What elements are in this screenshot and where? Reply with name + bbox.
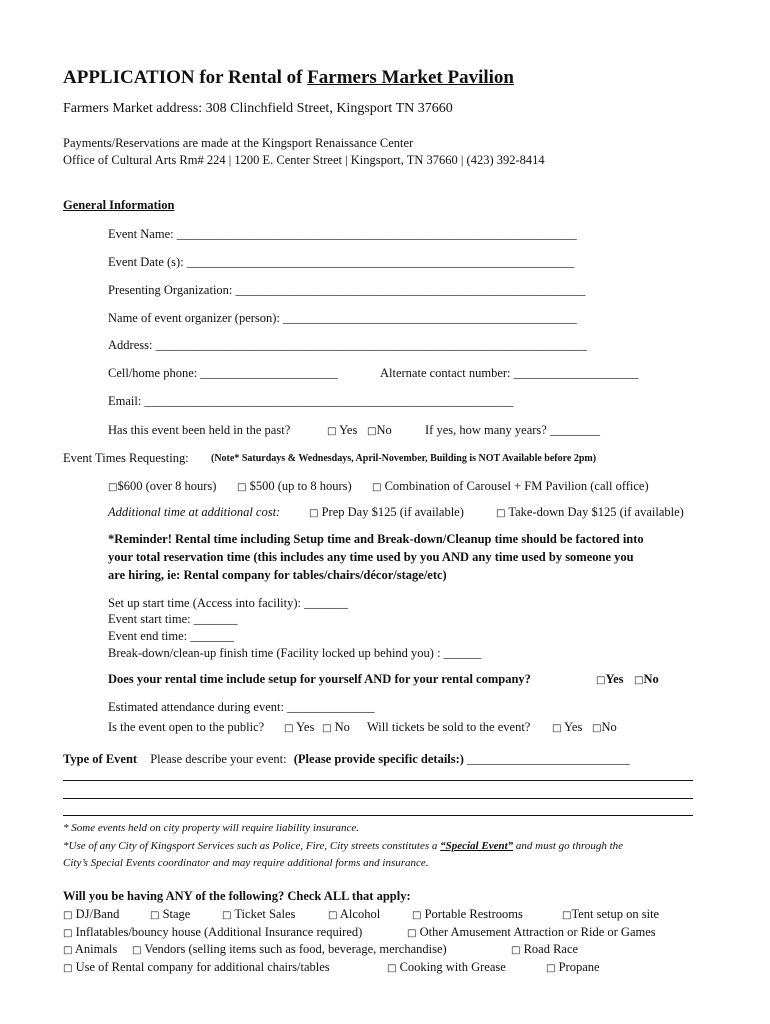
tickets-no-checkbox[interactable]	[592, 720, 617, 735]
setup-time-field[interactable]: Set up start time (Access into facility): _______	[108, 596, 348, 610]
breakdown-time-field[interactable]: Break-down/clean-up finish time (Facility locked up behind you) : ______	[108, 646, 482, 660]
checkbox-icon: □	[63, 963, 73, 974]
checkbox-icon: □	[546, 963, 556, 974]
checkbox-icon: □	[132, 945, 142, 956]
reminder-line-3: are hiring, ie: Rental company for tables/chairs/décor/stage/etc)	[108, 568, 447, 582]
propane-label: Propane	[558, 960, 600, 974]
takedown-day-label: Take-down Day $125 (if available)	[508, 505, 684, 519]
propane-checkbox[interactable]	[546, 960, 600, 975]
prep-day-checkbox[interactable]	[309, 505, 464, 520]
services-note-post: and must go through the	[513, 840, 624, 852]
event-name-field[interactable]: Event Name: ________________________________________________________________	[108, 227, 577, 241]
reminder-line-1: *Reminder! Rental time including Setup time and Break-down/Cleanup time should be factored into	[108, 532, 644, 546]
payments-line-2: Office of Cultural Arts Rm# 224 | 1200 E. Center Street | Kingsport, TN 37660 | (423) 392-8414	[63, 153, 545, 167]
vendors-label: Vendors (selling items such as food, beverage, merchandise)	[144, 942, 447, 956]
checkbox-icon: □	[367, 426, 377, 437]
public-yes-checkbox[interactable]	[284, 720, 314, 735]
event-date-field[interactable]: Event Date (s): ______________________________________________________________	[108, 255, 575, 269]
cooking-grease-checkbox[interactable]	[387, 960, 506, 975]
portable-restrooms-label: Portable Restrooms	[424, 907, 523, 921]
checkbox-icon: □	[327, 426, 337, 437]
animals-label: Animals	[74, 942, 118, 956]
road-race-checkbox[interactable]	[511, 942, 578, 957]
checkbox-icon: □	[309, 508, 319, 519]
checkbox-icon: □	[562, 910, 572, 921]
amusement-label: Other Amusement Attraction or Ride or Games	[419, 925, 656, 939]
checkbox-icon: □	[407, 928, 417, 939]
cell-phone-field[interactable]: Cell/home phone: ______________________	[108, 366, 338, 380]
special-event-link: “Special Event”	[440, 840, 514, 852]
title-underlined: Farmers Market Pavilion	[307, 67, 515, 88]
rental-company-label: Use of Rental company for additional chairs/tables	[75, 960, 330, 974]
type-of-event-bold-prompt: (Please provide specific details:)	[293, 752, 468, 766]
option-500-checkbox[interactable]	[237, 479, 352, 494]
tickets-label: Will tickets be sold to the event?	[367, 720, 531, 734]
type-of-event-prompt: Please describe your event:	[150, 752, 287, 766]
checkbox-icon: □	[596, 675, 606, 686]
email-field[interactable]: Email: ___________________________________________________________	[108, 394, 514, 408]
held-before-question	[108, 423, 290, 438]
description-line-3[interactable]	[63, 815, 693, 816]
rental-company-checkbox[interactable]	[63, 960, 330, 975]
checkbox-icon: □	[496, 508, 506, 519]
stage-checkbox[interactable]	[150, 907, 190, 922]
description-line-1[interactable]	[63, 780, 693, 781]
dj-band-label: DJ/Band	[75, 907, 120, 921]
alcohol-label: Alcohol	[339, 907, 381, 921]
checkbox-icon: □	[552, 723, 562, 734]
checkbox-icon: □	[284, 723, 294, 734]
organizer-name-field[interactable]: Name of event organizer (person): _______________________________________________	[108, 311, 577, 325]
ticket-sales-label: Ticket Sales	[234, 907, 296, 921]
held-before-label: Has this event been held in the past?	[108, 423, 291, 437]
reminder-line-2: your total reservation time (this includes any time used by you AND any time used by someone you	[108, 550, 634, 564]
services-note-line-2: City’s Special Events coordinator and may require additional forms and insurance.	[63, 857, 429, 869]
tent-setup-label: Tent setup on site	[571, 907, 660, 921]
checkbox-icon: □	[222, 910, 232, 921]
attendance-field[interactable]: Estimated attendance during event: ______________	[108, 700, 375, 714]
road-race-label: Road Race	[523, 942, 579, 956]
type-of-event-line[interactable]	[63, 752, 630, 767]
additional-time-label: Additional time at additional cost:	[108, 505, 281, 519]
checkbox-icon: □	[592, 723, 602, 734]
checkbox-icon: □	[328, 910, 338, 921]
checkbox-icon: □	[237, 482, 247, 493]
type-of-event-blank: __________________________	[467, 752, 630, 766]
event-end-field[interactable]: Event end time: _______	[108, 629, 235, 643]
vendors-checkbox[interactable]	[132, 942, 447, 957]
no-label: No	[334, 720, 350, 734]
event-times-note: (Note* Saturdays & Wednesdays, April-November, Building is NOT Available before 2pm)	[211, 453, 597, 464]
option-500-label: $500 (up to 8 hours)	[249, 479, 352, 493]
stage-label: Stage	[162, 907, 191, 921]
tickets-yes-checkbox[interactable]	[552, 720, 582, 735]
how-many-years-field[interactable]: If yes, how many years? ________	[425, 423, 600, 437]
open-public-label: Is the event open to the public?	[108, 720, 265, 734]
public-no-checkbox[interactable]	[322, 720, 350, 735]
description-line-2[interactable]	[63, 798, 693, 799]
option-600-checkbox[interactable]	[108, 479, 216, 494]
option-combination-checkbox[interactable]	[372, 479, 649, 494]
checkbox-icon: □	[322, 723, 332, 734]
no-label: No	[643, 672, 659, 686]
checkbox-icon: □	[150, 910, 160, 921]
checkbox-icon: □	[372, 482, 382, 493]
checkbox-icon: □	[63, 945, 73, 956]
takedown-day-checkbox[interactable]	[496, 505, 684, 520]
alternate-contact-field[interactable]: Alternate contact number: ____________________	[380, 366, 639, 380]
presenting-organization-field[interactable]: Presenting Organization: ________________________________________________________	[108, 283, 586, 297]
checkbox-icon: □	[63, 928, 73, 939]
checkbox-icon: □	[511, 945, 521, 956]
setup-question: Does your rental time include setup for yourself AND for your rental company?	[108, 672, 531, 686]
checkbox-icon: □	[63, 910, 73, 921]
general-information-heading: General Information	[63, 198, 175, 212]
animals-checkbox[interactable]	[63, 942, 117, 957]
title-prefix: APPLICATION for Rental of	[63, 67, 308, 88]
services-note-line-1	[63, 840, 623, 852]
yes-label: Yes	[605, 672, 624, 686]
option-600-label: $600 (over 8 hours)	[117, 479, 217, 493]
held-before-yes-checkbox[interactable]	[327, 423, 357, 438]
services-note-pre: *Use of any City of Kingsport Services such as Police, Fire, City streets constitutes a	[63, 840, 441, 852]
inflatables-checkbox[interactable]	[63, 925, 362, 940]
checkbox-icon: □	[108, 482, 118, 493]
held-before-no-checkbox[interactable]	[367, 423, 392, 438]
no-label: No	[376, 423, 392, 437]
event-start-field[interactable]: Event start time: _______	[108, 612, 238, 626]
prep-day-label: Prep Day $125 (if available)	[321, 505, 464, 519]
no-label: No	[601, 720, 617, 734]
insurance-note: * Some events held on city property will require liability insurance.	[63, 822, 360, 834]
setup-yes-checkbox[interactable]	[596, 672, 624, 687]
tent-setup-checkbox[interactable]	[562, 907, 659, 922]
inflatables-label: Inflatables/bouncy house (Additional Insurance required)	[75, 925, 363, 939]
address-field[interactable]: Address: _____________________________________________________________________	[108, 338, 587, 352]
yes-label: Yes	[339, 423, 358, 437]
checkbox-icon: □	[412, 910, 422, 921]
amusement-checkbox[interactable]	[407, 925, 656, 940]
cooking-grease-label: Cooking with Grease	[399, 960, 506, 974]
yes-label: Yes	[564, 720, 583, 734]
ticket-sales-checkbox[interactable]	[222, 907, 295, 922]
yes-label: Yes	[296, 720, 315, 734]
checkbox-icon: □	[634, 675, 644, 686]
page-title	[63, 67, 514, 89]
option-combination-label: Combination of Carousel + FM Pavilion (call office)	[384, 479, 649, 493]
market-address: Farmers Market address: 308 Clinchfield Street, Kingsport TN 37660	[63, 101, 453, 116]
checkbox-icon: □	[387, 963, 397, 974]
event-times-label: Event Times Requesting:	[63, 451, 189, 465]
setup-no-checkbox[interactable]	[634, 672, 659, 687]
type-of-event-label: Type of Event	[63, 752, 138, 766]
alcohol-checkbox[interactable]	[328, 907, 380, 922]
payments-line-1: Payments/Reservations are made at the Kingsport Renaissance Center	[63, 136, 414, 150]
portable-restrooms-checkbox[interactable]	[412, 907, 523, 922]
dj-band-checkbox[interactable]	[63, 907, 119, 922]
checklist-heading: Will you be having ANY of the following? Check ALL that apply:	[63, 889, 411, 903]
